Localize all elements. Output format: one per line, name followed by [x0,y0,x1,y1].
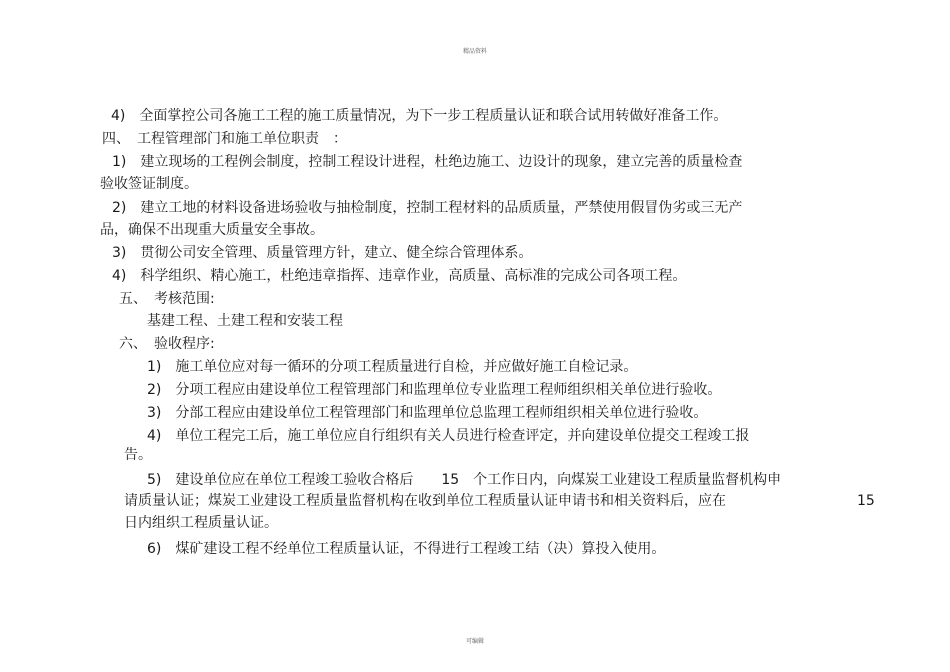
text-line-19: 日内组织工程质量认证。 [124,515,278,531]
text-line-15: 4) 单位工程完工后，施工单位应自行组织有关人员进行检查评定，并向建设单位提交工程竣工报 [147,428,750,444]
text-line-10: 基建工程、土建工程和安装工程 [147,313,343,329]
right-aligned-number: 15 [857,493,875,509]
text-line-3: 1) 建立现场的工程例会制度，控制工程设计进程，杜绝边施工、边设计的现象，建立完善的质量检查 [112,154,743,170]
text-line-6: 品，确保不出现重大质量安全事故。 [100,222,324,238]
text-line-11: 六、 验收程序: [119,336,215,352]
text-line-5: 2) 建立工地的材料设备进场验收与抽检制度，控制工程材料的品质质量，严禁使用假冒伪劣或三无产 [112,200,743,216]
text-line-16: 告。 [124,447,152,463]
text-line-14: 3) 分部工程应由建设单位工程管理部门和监理单位总监理工程师组织相关单位进行验收。 [147,405,708,421]
text-line-4: 验收签证制度。 [100,176,198,192]
text-line-20: 6) 煤矿建设工程不经单位工程质量认证，不得进行工程竣工结（决）算投入使用。 [147,541,666,557]
page-header: 精品资料 [462,48,487,55]
text-line-17: 5) 建设单位应在单位工程竣工验收合格后 15 个工作日内，向煤炭工业建设工程质量监督机构申 [147,472,782,488]
text-line-8: 4) 科学组织、精心施工，杜绝违章指挥、违章作业，高质量、高标准的完成公司各项工程。 [112,268,687,284]
text-line-1: 4) 全面掌控公司各施工工程的施工质量情况，为下一步工程质量认证和联合试用转做好准备工作。 [111,108,728,124]
text-line-2: 四、 工程管理部门和施工单位职责 ： [102,131,347,147]
text-line-7: 3) 贯彻公司安全管理、质量管理方针，建立、健全综合管理体系。 [112,245,533,261]
text-line-12: 1) 施工单位应对每一循环的分项工程质量进行自检，并应做好施工自检记录。 [147,359,638,375]
text-line-13: 2) 分项工程应由建设单位工程管理部门和监理单位专业监理工程师组织相关单位进行验收。 [147,382,722,398]
text-line-18: 请质量认证；煤炭工业建设工程质量监督机构在收到单位工程质量认证申请书和相关资料后，应在 [124,493,726,509]
page-footer: 可编辑 [465,638,484,645]
text-line-9: 五、 考核范围: [119,291,215,307]
